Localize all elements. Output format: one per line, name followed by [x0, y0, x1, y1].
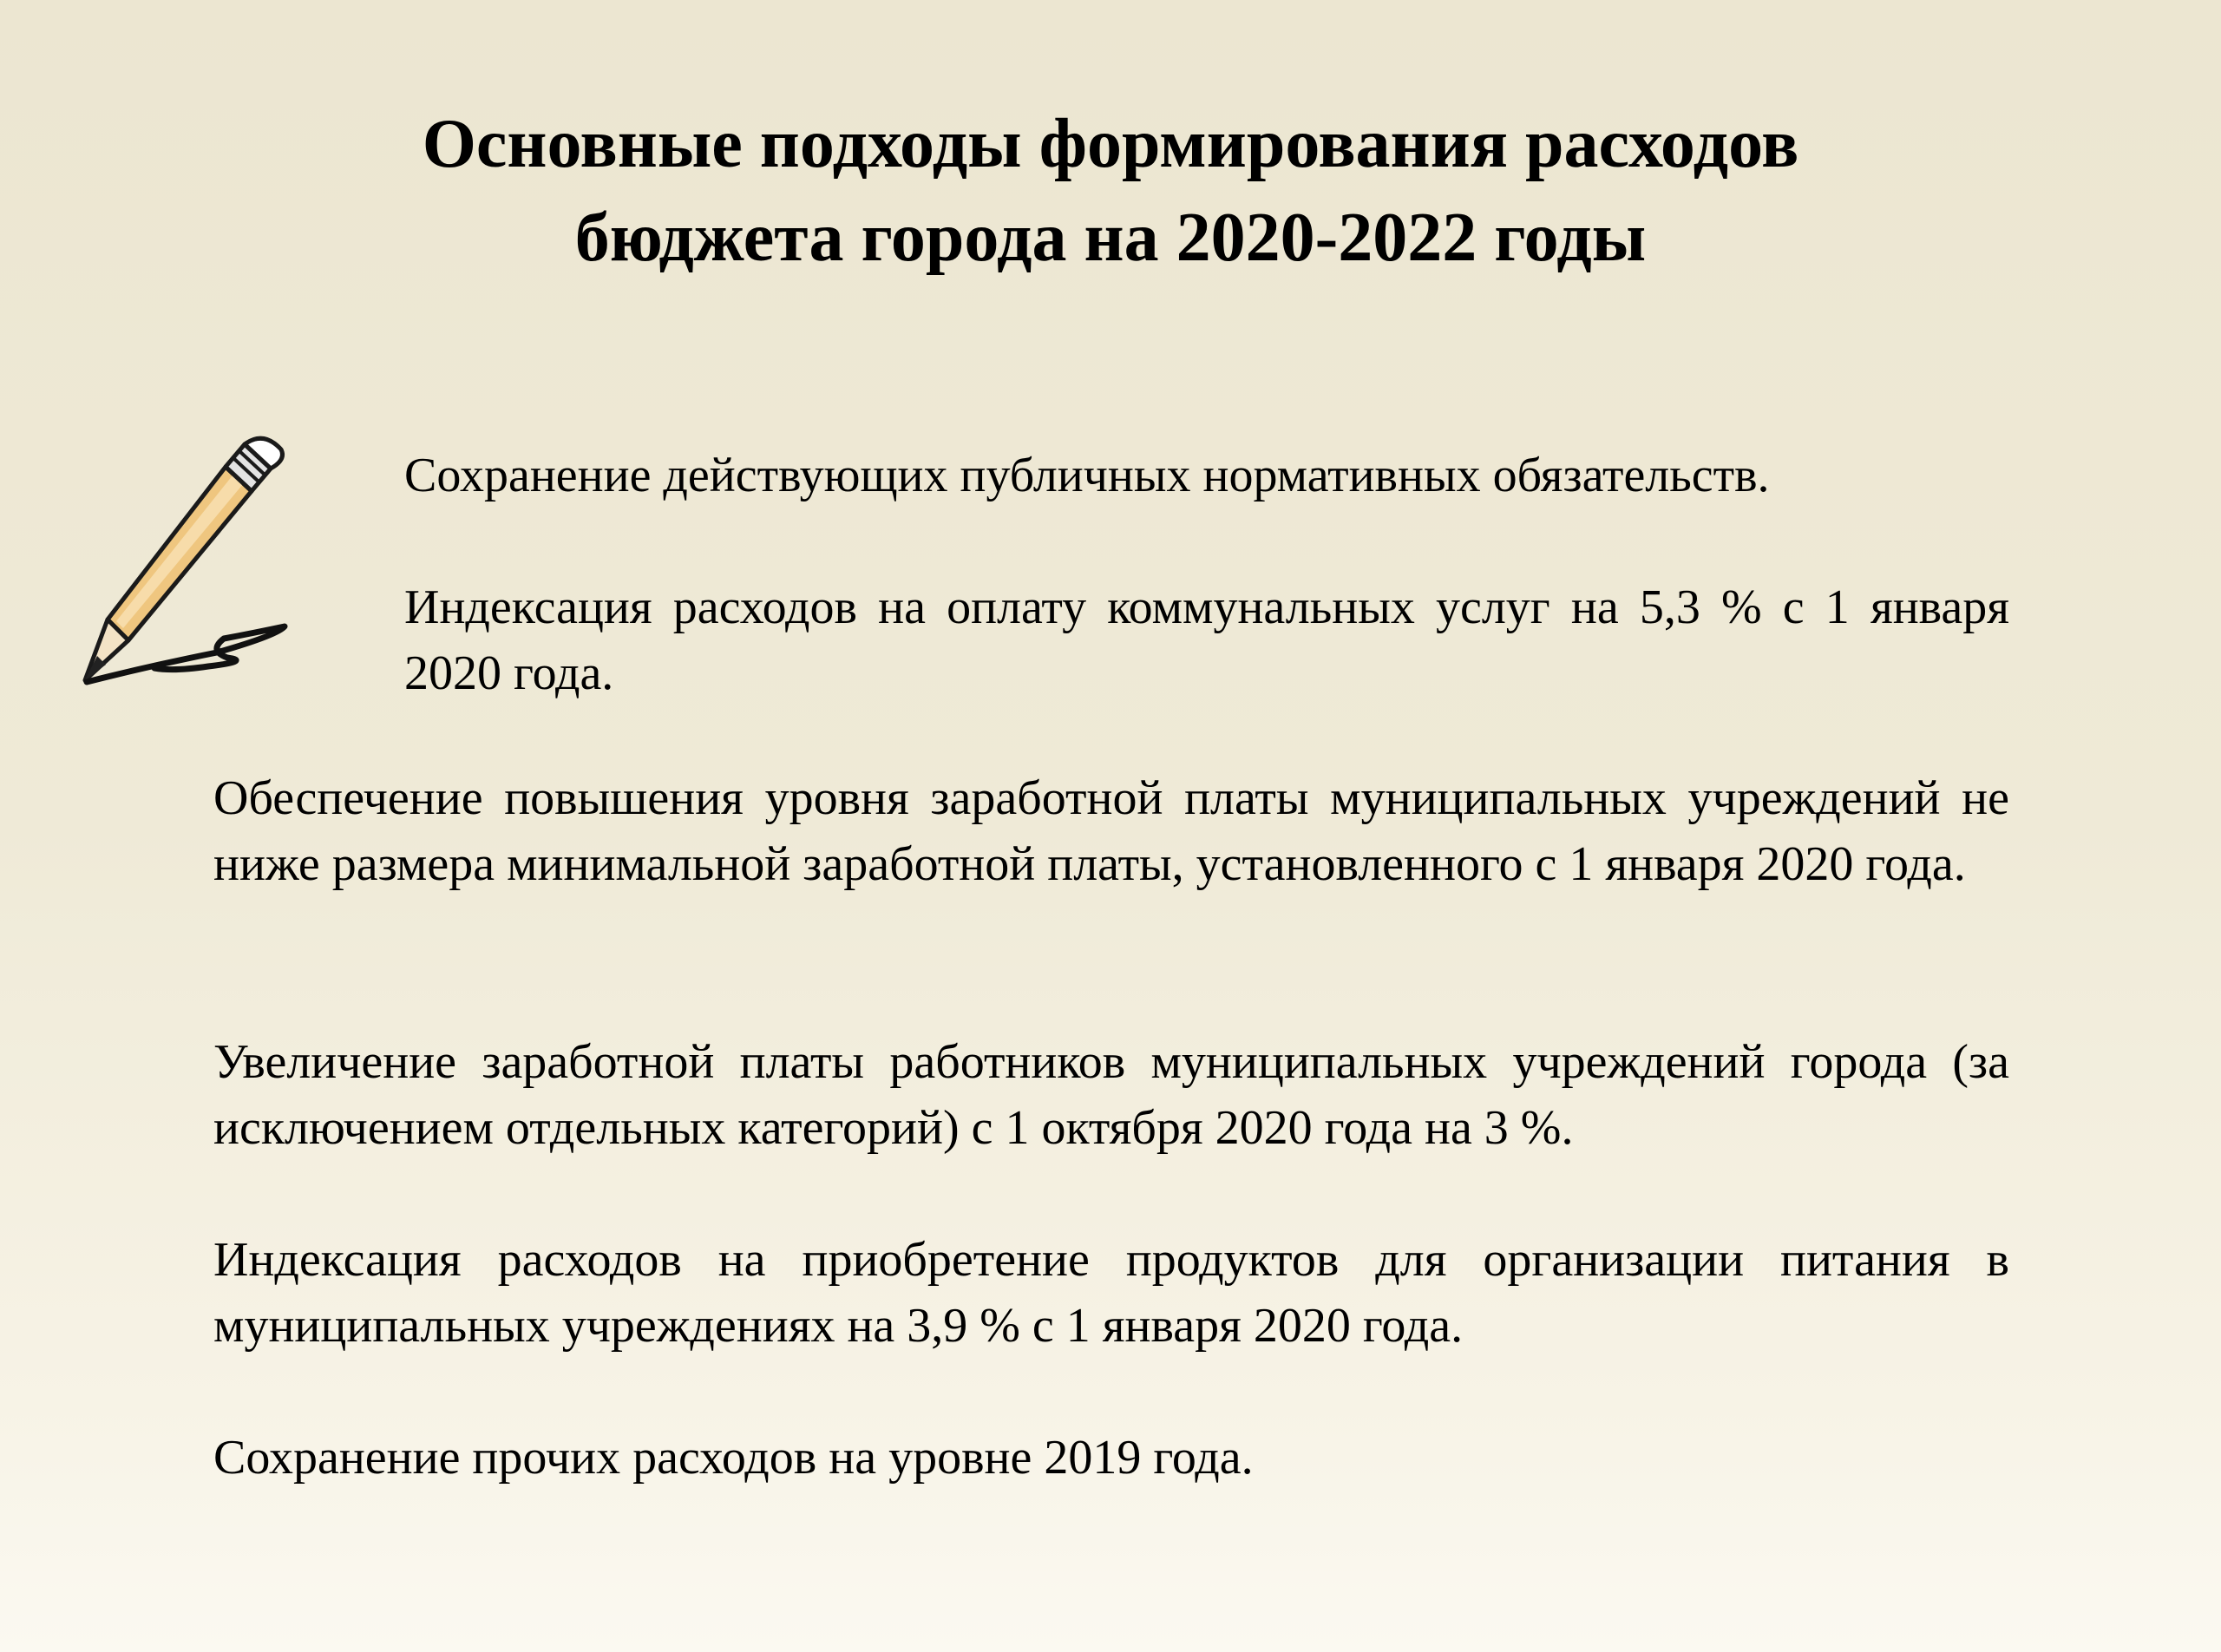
paragraph-4: Увеличение заработной платы работников муниципальных учреждений города (за исключением отдельных категорий) с 1 октября 2020 года на 3 %. [213, 1035, 2009, 1155]
slide-title [174, 97, 2047, 285]
slide-title-line-2: бюджета города на 2020-2022 годы [574, 200, 1647, 276]
pencil-icon [78, 434, 338, 703]
paragraph-1: Сохранение действующих публичных нормативных обязательств. [404, 449, 1770, 502]
paragraph-5: Индексация расходов на приобретение продуктов для организации питания в муниципальных учреждениях на 3,9 % с 1 января 2020 года. [213, 1233, 2009, 1353]
paragraph-6: Сохранение прочих расходов на уровне 2019 года. [213, 1431, 1254, 1485]
paragraph-2: Индексация расходов на оплату коммунальных услуг на 5,3 % с 1 января 2020 года. [404, 580, 2009, 700]
paragraph-3: Обеспечение повышения уровня заработной платы муниципальных учреждений не ниже размера минимальной заработной платы, установленного с 1 января 2020 года. [213, 771, 2009, 891]
slide-title-line-1: Основные подходы формирования расходов [422, 106, 1799, 182]
